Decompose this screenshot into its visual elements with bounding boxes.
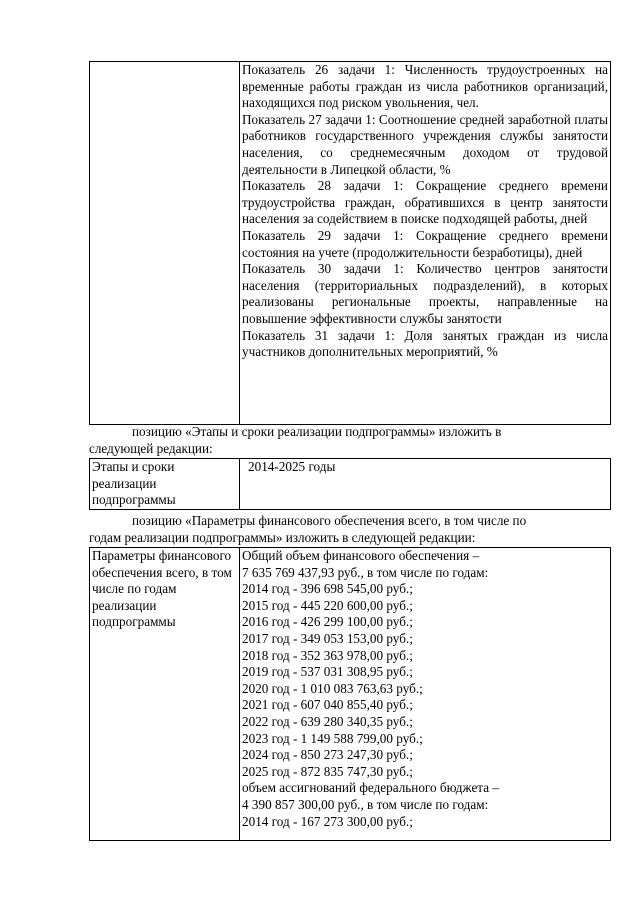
finance-value-cell — [240, 548, 611, 841]
finance-line: 2014 год - 167 273 300,00 руб.; — [242, 813, 413, 829]
indicators-table — [89, 61, 611, 425]
finance-line: 2017 год - 349 053 153,00 руб.; — [242, 630, 413, 646]
stages-table — [89, 458, 611, 510]
finance-line: 2018 год - 352 363 978,00 руб.; — [242, 647, 413, 663]
indicator-31: Показатель 31 задачи 1: Доля занятых граждан из числа участников дополнительных мероприятий, % — [242, 327, 608, 360]
indicators-cell — [240, 62, 611, 425]
finance-line: Общий объем финансового обеспечения – — [242, 548, 480, 563]
indicator-26: Показатель 26 задачи 1: Численность трудоустроенных на временные работы граждан из числа работников организаций, находящихся под риском увольнения, чел. — [242, 62, 608, 111]
finance-line: 2020 год - 1 010 083 763,63 руб.; — [242, 680, 423, 696]
paragraph-line: позицию «Этапы и сроки реализации подпрограммы» изложить в — [132, 424, 502, 439]
finance-label-cell: Параметры финансового обеспечения всего, в том числе по годам реализации подпрограммы — [90, 548, 240, 841]
finance-line: 2025 год - 872 835 747,30 руб.; — [242, 763, 413, 779]
paragraph-stages — [89, 424, 611, 457]
table-row — [90, 459, 611, 510]
stages-label-cell: Этапы и сроки реализации подпрограммы — [90, 459, 240, 510]
finance-line: 2014 год - 396 698 545,00 руб.; — [242, 581, 413, 597]
finance-line: 2016 год - 426 299 100,00 руб.; — [242, 614, 413, 630]
table-row — [90, 548, 611, 841]
finance-line: 2021 год - 607 040 855,40 руб.; — [242, 697, 413, 713]
stages-value-cell: 2014-2025 годы — [240, 459, 611, 510]
finance-table — [89, 547, 611, 841]
indicator-27: Показатель 27 задачи 1: Соотношение средней заработной платы работников государственного учреждения службы занятости населения, со среднемесячным доходом от трудовой деятельности в Липецкой области, % — [242, 111, 608, 177]
paragraph-finance — [89, 513, 611, 546]
finance-line: 2023 год - 1 149 588 799,00 руб.; — [242, 730, 423, 746]
finance-line: 2022 год - 639 280 340,35 руб.; — [242, 713, 413, 729]
paragraph-line: годам реализации подпрограммы» изложить в следующей редакции: — [89, 529, 476, 545]
finance-line: 4 390 857 300,00 руб., в том числе по годам: — [242, 796, 489, 812]
paragraph-line: позицию «Параметры финансового обеспечения всего, в том числе по — [132, 513, 527, 528]
finance-line: объем ассигнований федерального бюджета – — [242, 780, 499, 796]
finance-line: 2015 год - 445 220 600,00 руб.; — [242, 597, 413, 613]
finance-line: 2024 год - 850 273 247,30 руб.; — [242, 747, 413, 763]
indicator-28: Показатель 28 задачи 1: Сокращение среднего времени трудоустройства граждан, обратившихся в центр занятости населения за содействием в поиске подходящей работы, дней — [242, 178, 608, 227]
indicator-29: Показатель 29 задачи 1: Сокращение среднего времени состояния на учете (продолжительности безработицы), дней — [242, 227, 608, 260]
indicator-30: Показатель 30 задачи 1: Количество центров занятости населения (территориальных подразделений), в которых реализованы региональные проекты, направленные на повышение эффективности службы занятости — [242, 261, 608, 326]
finance-line: 2019 год - 537 031 308,95 руб.; — [242, 664, 413, 680]
table-row — [90, 62, 611, 425]
paragraph-line: следующей редакции: — [89, 440, 213, 456]
finance-line: 7 635 769 437,93 руб., в том числе по годам: — [242, 564, 489, 580]
table-cell-empty — [90, 62, 240, 425]
